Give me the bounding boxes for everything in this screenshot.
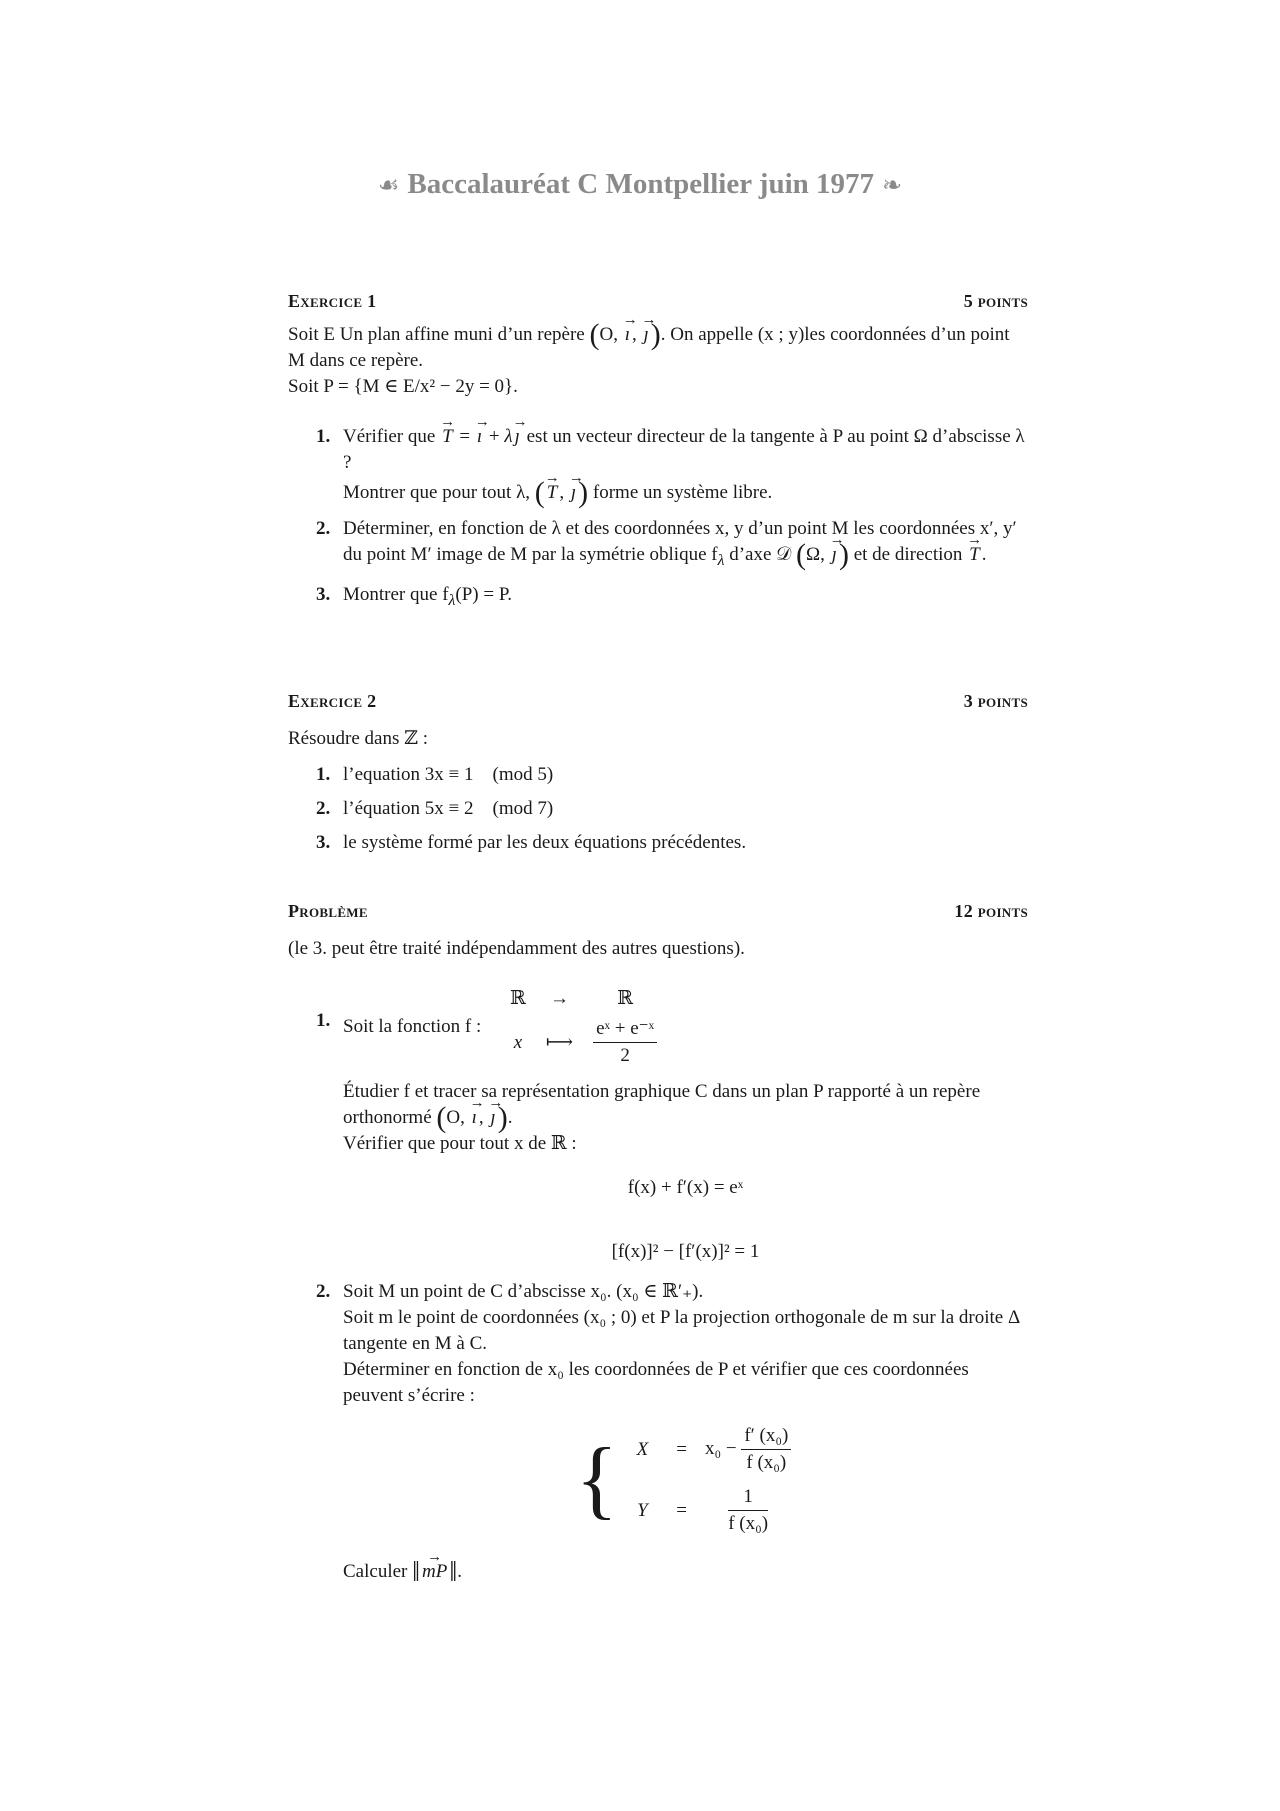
vector-j: → ȷ (830, 542, 839, 568)
paren-open: ( (796, 538, 807, 571)
paren-open: ( (436, 1101, 447, 1134)
equals-sign: = (676, 1499, 687, 1521)
paren-open: ( (534, 476, 545, 509)
vector-j: → ȷ (488, 1105, 497, 1131)
problem-heading: Problème (288, 901, 368, 921)
vector-j: → ȷ (641, 322, 650, 348)
vector-T: → T (967, 542, 982, 568)
fraction (593, 1016, 657, 1069)
q1-text-b: est un vecteur directeur de la tangente à P au point Ω d’abscisse λ ? (343, 426, 1025, 473)
q2-text-d: Calculer ‖→ mP‖. (343, 1559, 1028, 1586)
vector-i: → ı (623, 322, 632, 348)
equation-1: f(x) + f′(x) = eˣ (627, 1177, 744, 1198)
exercise-1 (288, 288, 1028, 614)
numerator: f′ (x₀) (741, 1423, 791, 1450)
denominator: 2 (620, 1045, 630, 1066)
q2-number: 2. (316, 518, 331, 539)
document-title (0, 168, 1280, 201)
vector-j: → ȷ (569, 480, 578, 506)
item-number: 2. (316, 798, 331, 819)
variable-x: x (513, 1031, 523, 1053)
q3-text-b: (P) = P. (455, 583, 513, 605)
exercise-2 (288, 688, 1028, 856)
coordinate-system (343, 1419, 1028, 1541)
q3-text-a: Montrer que f (343, 583, 449, 605)
title-text: Baccalauréat C Montpellier juin 1977 (407, 168, 875, 200)
equals-sign: = (676, 1438, 687, 1460)
system-table (623, 1419, 796, 1541)
q1-text-a: Vérifier que (343, 426, 436, 447)
paren-close: ) (650, 318, 661, 351)
vector-i: → ı (475, 424, 484, 450)
norm-bar: ‖ (449, 1557, 458, 1588)
exercise-2-intro: Résoudre dans ℤ : (288, 728, 428, 749)
brace-icon: { (575, 1431, 618, 1528)
q1-study-text: Étudier f et tracer sa représentation graphique C dans un plan P rapporté à un repère orthonormé (O, → ı , → ȷ). (343, 1079, 1028, 1131)
list-item (288, 762, 1028, 788)
q3-number: 3. (316, 583, 331, 605)
problem-points: 12 points (954, 901, 1028, 921)
intro-text-a: Soit E Un plan affine muni d’un repère (288, 324, 585, 345)
exercise-2-heading: Exercice 2 (288, 691, 377, 711)
ornament-left-icon: ☙ (377, 173, 400, 199)
intro-text-b: . On appelle (x ; y)les coordonnées d’un point M dans ce repère. (288, 324, 1010, 371)
paren-close: ) (838, 538, 849, 571)
q1-text-c: Vérifier que pour tout x de ℝ : (343, 1133, 577, 1154)
vector-mP: → mP (420, 1559, 449, 1585)
q2-text-c: et de direction (853, 544, 963, 565)
fraction (741, 1423, 791, 1476)
codomain-set: ℝ (617, 988, 634, 1009)
paren-open: ( (589, 318, 600, 351)
q1-text-a: Soit la fonction f : (343, 1015, 482, 1037)
q1-line-2: Montrer que pour tout λ, (→ T , → ȷ) forme un système libre. (343, 480, 1028, 506)
paren-close: ) (497, 1101, 508, 1134)
numerator: 1 (728, 1484, 768, 1511)
q2-text-a: Soit M un point de C d’abscisse x₀. (x₀ ∈ ℝ′₊). (343, 1281, 704, 1302)
function-mapping (500, 984, 667, 1071)
exercise-1-q3: 3. Montrer que $f_\lambda(P) = P$. (316, 583, 513, 609)
exercise-1-set-p: Soit P = {M ∈ E/x² − 2y = 0}. (288, 376, 518, 397)
q1-text-c: Montrer que pour tout λ, (343, 482, 531, 503)
vector-i: → ı (470, 1105, 479, 1131)
problem-q1 (288, 984, 1028, 1265)
problem-intro: (le 3. peut être traité indépendamment des autres questions). (288, 938, 745, 959)
calculate-text: Calculer (343, 1561, 408, 1582)
equation-2: [f(x)]² − [f′(x)]² = 1 (611, 1241, 760, 1262)
item-number: 1. (316, 764, 331, 785)
exercise-1-heading: Exercice 1 (288, 291, 377, 311)
item-text: le système formé par les deux équations précédentes. (343, 832, 747, 853)
list-item (288, 830, 1028, 856)
var-Y: Y (637, 1499, 648, 1521)
exercise-2-points: 3 points (963, 691, 1028, 711)
problem (288, 898, 1028, 1586)
q1-text-b: Étudier f et tracer sa représentation graphique C dans un plan P rapporté à un repère orthonormé (343, 1081, 981, 1128)
x0-term: x₀ − (704, 1437, 737, 1459)
arrow-icon: → (549, 988, 569, 1009)
exercise-1-header (288, 288, 1028, 314)
item-number: 3. (316, 832, 331, 853)
q2-text-b: Soit m le point de coordonnées (x₀ ; 0) et P la projection orthogonale de m sur la droite Δ tangente en M à C. (343, 1307, 1020, 1354)
denominator: f (x₀) (746, 1452, 787, 1473)
exercise-1-intro: Soit E Un plan affine muni d’un repère (O, → ı , → ȷ). On appelle (x ; y)les coordonnées d’un point M dans ce repère. (288, 322, 1028, 374)
exercise-2-header (288, 688, 1028, 714)
q2-text-b: d’axe 𝒟 (724, 544, 792, 565)
vector-T: → T (440, 424, 455, 450)
denominator: f (x₀) (728, 1513, 769, 1534)
item-text: l’equation 3x ≡ 1 (mod 5) (343, 764, 554, 785)
problem-header (288, 898, 1028, 924)
problem-q2 (288, 1279, 1028, 1586)
vector-T: → T (545, 480, 560, 506)
exercise-1-points: 5 points (963, 291, 1028, 311)
fraction (728, 1484, 768, 1537)
list-item (288, 796, 1028, 822)
item-text: l’équation 5x ≡ 2 (mod 7) (343, 798, 554, 819)
exercise-1-q1: 1. Vérifier que → T = → ı + λ→ ȷ est un vecteur directeur de la tangente à P au point Ω d’abscisse λ ? Montrer que pour tout λ, (→ T , → ȷ) forme un système libre. (288, 424, 1028, 506)
q2-number: 2. (316, 1281, 331, 1302)
ornament-right-icon: ❧ (882, 173, 903, 199)
q2-text-c: Déterminer en fonction de x₀ les coordonnées de P et vérifier que ces coordonnées peuvent s’écrire : (343, 1359, 969, 1406)
vector-j: → ȷ (513, 424, 522, 450)
paren-close: ) (578, 476, 589, 509)
q1-text-d: forme un système libre. (592, 482, 773, 503)
var-X: X (636, 1438, 649, 1460)
q1-number: 1. (316, 426, 331, 447)
maps-to-icon: ⟼ (545, 1031, 574, 1053)
norm-bar: ‖ (412, 1557, 420, 1588)
q1-number: 1. (316, 1010, 331, 1031)
exercise-1-q2: 2. Déterminer, en fonction de λ et des coordonnées x, y d’un point M les coordonnées x′, y′ du point M′ image de M par la symétrie oblique $f_\lambda$ d’axe 𝒟 (Ω, → ȷ) et de direction → T . (288, 516, 1028, 574)
numerator: eˣ + e⁻ˣ (593, 1016, 657, 1043)
q2-text-a: Déterminer, en fonction de λ et des coordonnées x, y d’un point M les coordonnées x′, y′ du point M′ image de M par la symétrie oblique f (343, 518, 1017, 565)
domain-set: ℝ (510, 988, 526, 1009)
